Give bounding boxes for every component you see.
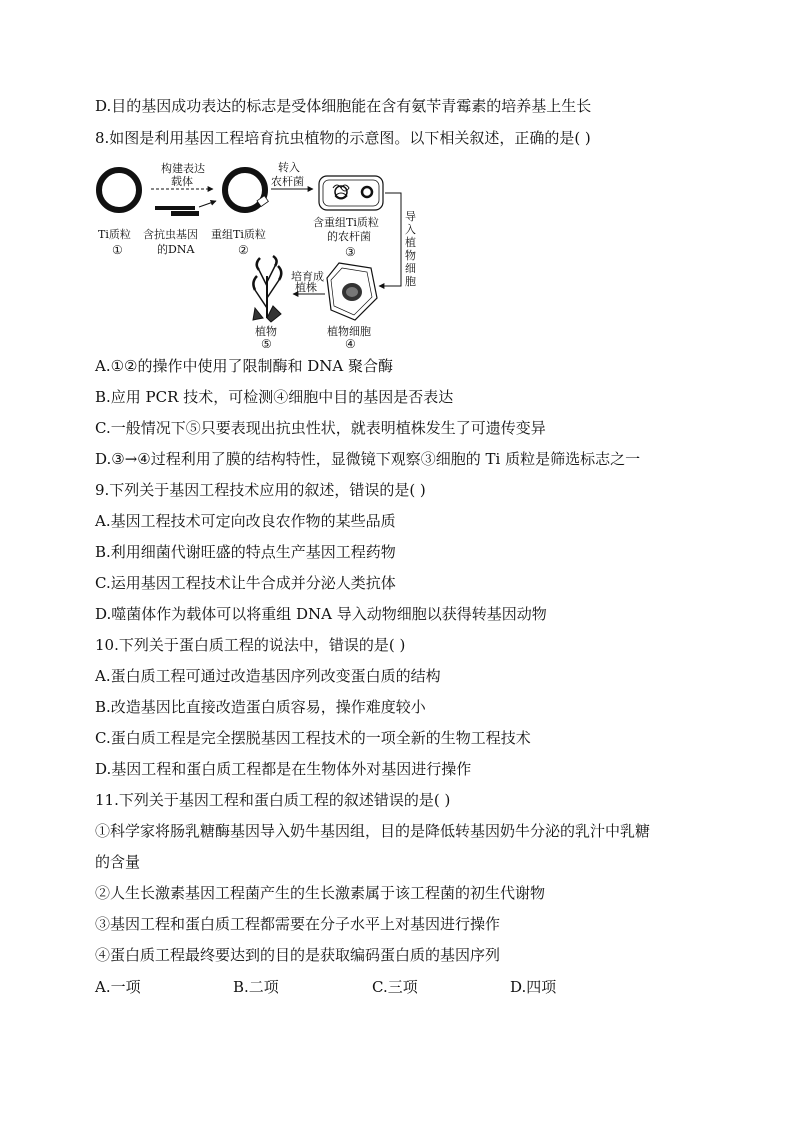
arrow2-label-1: 转入 bbox=[278, 161, 300, 174]
label-num-1: ① bbox=[112, 243, 123, 257]
q11-option-c: C.三项 bbox=[372, 978, 418, 996]
q11-statement-2: ②人生长激素基因工程菌产生的生长激素属于该工程菌的初生代谢物 bbox=[95, 884, 546, 902]
label-num-4: ④ bbox=[345, 337, 356, 348]
q9-option-a: A.基因工程技术可定向改良农作物的某些品质 bbox=[95, 512, 396, 530]
label-gene-dna-2: 的DNA bbox=[157, 243, 195, 256]
arrow1-label-1: 构建表达 bbox=[161, 162, 205, 175]
side-char-5: 细 bbox=[405, 262, 416, 275]
label-gene-dna-1: 含抗虫基因 bbox=[143, 228, 198, 241]
label-plant-cell: 植物细胞 bbox=[327, 325, 371, 338]
arrow-into-plant-cell bbox=[379, 193, 401, 286]
q8-option-d: D.③→④过程利用了膜的结构特性，显微镜下观察③细胞的 Ti 质粒是筛选标志之一 bbox=[95, 450, 641, 468]
q10-stem: 10.下列关于蛋白质工程的说法中，错误的是( ) bbox=[95, 636, 406, 654]
q8-option-c: C.一般情况下⑤只要表现出抗虫性状，就表明植株发生了可遗传变异 bbox=[95, 419, 546, 437]
q8-option-a: A.①②的操作中使用了限制酶和 DNA 聚合酶 bbox=[95, 357, 394, 375]
q11-option-d: D.四项 bbox=[510, 978, 557, 996]
q9-option-c: C.运用基因工程技术让牛合成并分泌人类抗体 bbox=[95, 574, 396, 592]
arrow4-label-1: 培育成 bbox=[291, 270, 324, 283]
q10-option-a: A.蛋白质工程可通过改造基因序列改变蛋白质的结构 bbox=[95, 667, 441, 685]
label-plant: 植物 bbox=[255, 325, 277, 338]
label-recombinant: 重组Ti质粒 bbox=[211, 228, 266, 241]
q10-option-b: B.改造基因比直接改造蛋白质容易，操作难度较小 bbox=[95, 698, 426, 716]
side-char-1: 导 bbox=[405, 210, 416, 223]
ti-plasmid bbox=[99, 170, 139, 210]
q11-option-a: A.一项 bbox=[95, 978, 141, 996]
q11-statement-1-cont: 的含量 bbox=[95, 853, 141, 871]
q11-statement-4: ④蛋白质工程最终要达到的目的是获取编码蛋白质的基因序列 bbox=[95, 946, 501, 964]
q8-stem: 8.如图是利用基因工程培育抗虫植物的示意图。以下相关叙述，正确的是( ) bbox=[95, 129, 591, 147]
q11-stem: 11.下列关于基因工程和蛋白质工程的叙述错误的是( ) bbox=[95, 791, 451, 809]
side-char-3: 植 bbox=[405, 236, 416, 249]
label-num-3: ③ bbox=[345, 245, 356, 259]
q11-statement-1: ①科学家将肠乳糖酶基因导入奶牛基因组，目的是降低转基因奶牛分泌的乳汁中乳糖 bbox=[95, 822, 651, 840]
arrow4-label-2: 植株 bbox=[295, 281, 317, 294]
side-char-6: 胞 bbox=[405, 275, 416, 288]
q11-statement-3: ③基因工程和蛋白质工程都需要在分子水平上对基因进行操作 bbox=[95, 915, 501, 933]
side-char-4: 物 bbox=[405, 249, 416, 262]
q10-option-c: C.蛋白质工程是完全摆脱基因工程技术的一项全新的生物工程技术 bbox=[95, 729, 531, 747]
label-num-5: ⑤ bbox=[261, 337, 272, 348]
q10-option-d: D.基因工程和蛋白质工程都是在生物体外对基因进行操作 bbox=[95, 760, 472, 778]
plant-cell bbox=[327, 263, 377, 320]
arrow2-label-2: 农杆菌 bbox=[271, 175, 304, 188]
q11-option-b: B.二项 bbox=[233, 978, 279, 996]
plant bbox=[253, 256, 281, 322]
side-char-2: 入 bbox=[405, 223, 416, 236]
label-ti-plasmid: Ti质粒 bbox=[98, 228, 131, 241]
q9-option-b: B.利用细菌代谢旺盛的特点生产基因工程药物 bbox=[95, 543, 396, 561]
label-agro-1: 含重组Ti质粒 bbox=[313, 216, 379, 229]
genetic-engineering-diagram bbox=[95, 158, 425, 348]
q8-option-b: B.应用 PCR 技术，可检测④细胞中目的基因是否表达 bbox=[95, 388, 454, 406]
arrow1-label-2: 载体 bbox=[171, 175, 193, 188]
q9-option-d: D.噬菌体作为载体可以将重组 DNA 导入动物细胞以获得转基因动物 bbox=[95, 605, 547, 623]
dna-fragment bbox=[155, 201, 216, 216]
label-agro-2: 的农杆菌 bbox=[327, 230, 371, 243]
label-num-2: ② bbox=[238, 243, 249, 257]
q7-option-d: D.目的基因成功表达的标志是受体细胞能在含有氨苄青霉素的培养基上生长 bbox=[95, 97, 592, 115]
recombinant-plasmid bbox=[225, 170, 268, 210]
q9-stem: 9.下列关于基因工程技术应用的叙述，错误的是( ) bbox=[95, 481, 426, 499]
agrobacterium-cell bbox=[319, 176, 383, 210]
